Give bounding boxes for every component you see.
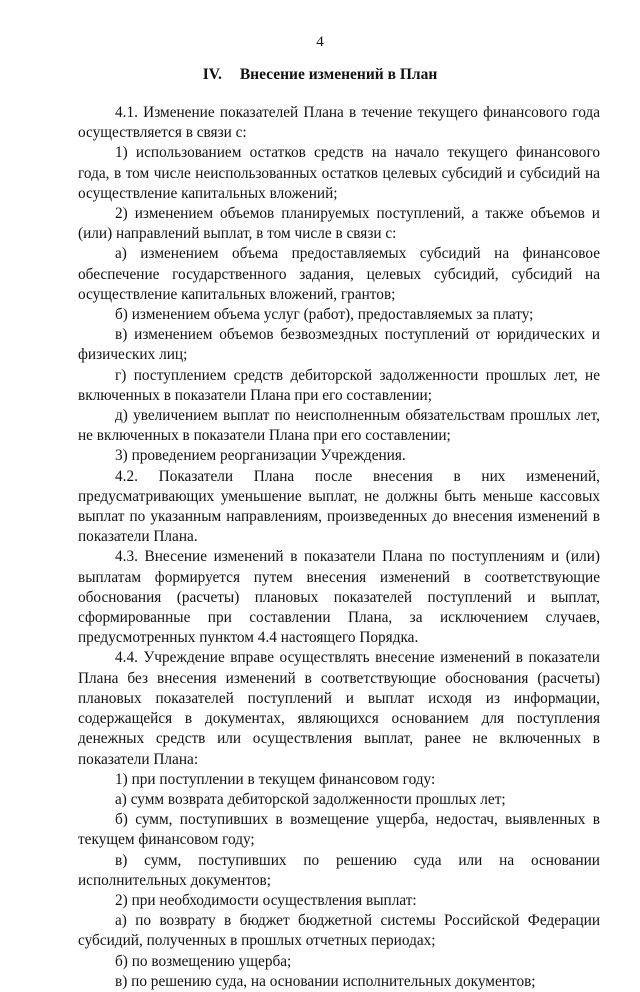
list-item: 2) при необходимости осуществления выплат: — [115, 891, 417, 909]
list-item: д) увеличением выплат по неисполненным обязательствам прошлых лет, не включенных в показатели Плана при его составлении; — [78, 407, 600, 445]
section-numeral: IV. — [202, 66, 222, 83]
paragraph-4-1: 4.1. Изменение показателей Плана в течение текущего финансового года осуществляется в связи с: — [78, 104, 600, 142]
list-item: 3) проведением реорганизации Учреждения. — [115, 447, 406, 465]
section-title: Внесение изменений в План — [239, 66, 438, 83]
paragraph-4-4: 4.4. Учреждение вправе осуществлять внесение изменений в показатели Плана без внесения изменений в соответствующие обоснования (расчеты) плановых показателей поступлений и выплат исходя из информации, содержащейся в документах, являющихся основанием для поступления денежных средств или осуществления выплат, ранее не включенных в показатели Плана: — [78, 649, 600, 768]
list-item: в) сумм, поступивших по решению суда или на основании исполнительных документов; — [78, 851, 600, 889]
list-item: в) по решению суда, на основании исполнительных документов; — [115, 972, 536, 990]
list-item: г) поступлением средств дебиторской задолженности прошлых лет, не включенных в показатели Плана при его составлении; — [78, 366, 600, 404]
paragraph-4-2: 4.2. Показатели Плана после внесения в них изменений, предусматривающих уменьшение выплат, не должны быть меньше кассовых выплат по указанным направлениям, произведенных до внесения изменений в показатели Плана. — [78, 467, 600, 546]
list-item: 2) изменением объемов планируемых поступлений, а также объемов и (или) направлений выплат, в том числе в связи с: — [78, 205, 600, 243]
list-item: б) по возмещению ущерба; — [115, 952, 292, 970]
section-heading — [0, 66, 640, 84]
list-item: а) по возврату в бюджет бюджетной системы Российской Федерации субсидий, полученных в прошлых отчетных периодах; — [78, 912, 600, 950]
document-body — [78, 103, 600, 992]
list-item: а) изменением объема предоставляемых субсидий на финансовое обеспечение государственного задания, целевых субсидий, субсидий на осуществление капитальных вложений, грантов; — [78, 245, 600, 303]
paragraph-4-3: 4.3. Внесение изменений в показатели Плана по поступлениям и (или) выплатам формируется путем внесения изменений в соответствующие обоснования (расчеты) плановых показателей поступлений и выплат, сформированные при составлении Плана, за исключением случаев, предусмотренных пунктом 4.4 настоящего Порядка. — [78, 548, 600, 647]
list-item: а) сумм возврата дебиторской задолженности прошлых лет; — [115, 790, 506, 808]
list-item: 1) при поступлении в текущем финансовом году: — [115, 770, 436, 788]
list-item: б) изменением объема услуг (работ), предоставляемых за плату; — [115, 306, 534, 324]
list-item: в) изменением объемов безвозмездных поступлений от юридических и физических лиц; — [78, 326, 600, 364]
list-item: б) сумм, поступивших в возмещение ущерба, недостач, выявленных в текущем финансовом году; — [78, 811, 600, 849]
page-number: 4 — [316, 34, 324, 50]
list-item: 1) использованием остатков средств на начало текущего финансового года, в том числе неиспользованных остатков целевых субсидий и субсидий на осуществление капитальных вложений; — [78, 144, 600, 202]
